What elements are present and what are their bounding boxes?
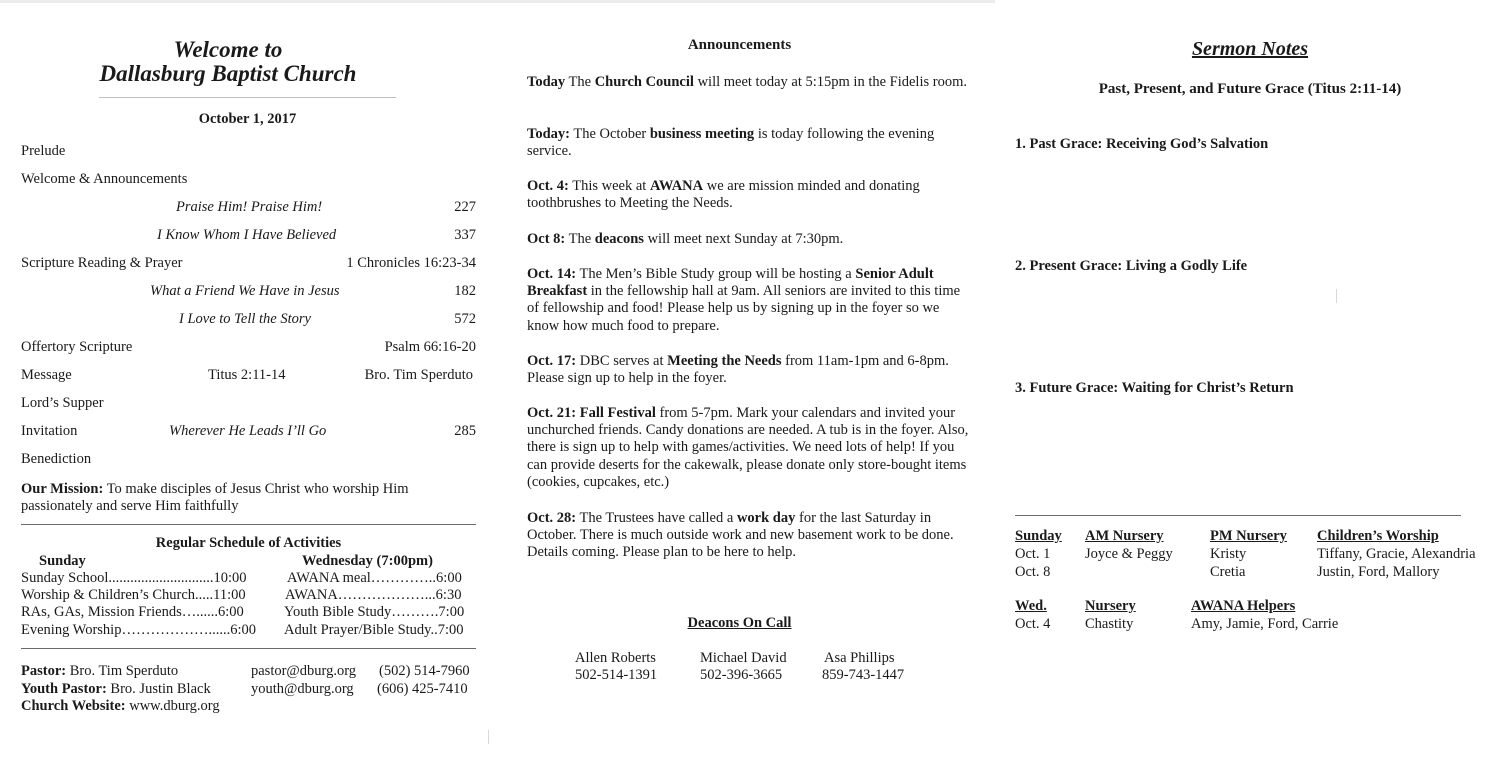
- announcement-council: [527, 74, 972, 91]
- deacon-phone: 502-514-1391: [575, 667, 658, 683]
- pm-nursery-workers: Cretia: [1210, 564, 1246, 580]
- announcement-highlight: AWANA: [649, 178, 704, 194]
- mission-statement: [21, 481, 466, 515]
- hymn-title: I Know Whom I Have Believed: [157, 227, 337, 243]
- deacons-on-call-title: Deacons On Call: [687, 615, 792, 631]
- wednesday-date: Oct. 4: [1015, 616, 1051, 632]
- top-edge-strip: [0, 0, 995, 3]
- announcement-awana: [527, 178, 957, 212]
- hymn-number: 572: [454, 311, 476, 327]
- nursery-header-am: AM Nursery: [1085, 528, 1164, 544]
- deacon-phone: 502-396-3665: [700, 667, 783, 683]
- welcome-line-1: Welcome to: [173, 37, 283, 62]
- text-cursor-icon: [1336, 289, 1337, 303]
- pastor-line: [21, 663, 178, 680]
- hymn-number: 337: [454, 227, 476, 243]
- wednesday-nursery-header: Nursery: [1085, 598, 1136, 614]
- announcement-text: The: [565, 74, 595, 90]
- deacon-phone: 859-743-1447: [822, 667, 905, 683]
- pastor-label: Pastor:: [21, 663, 67, 679]
- announcement-highlight: Senior Adult Breakfast: [527, 266, 934, 300]
- title-divider: [99, 97, 396, 98]
- website-line: [21, 698, 220, 715]
- nursery-header-sunday: Sunday: [1015, 528, 1062, 544]
- nursery-date: Oct. 1: [1015, 546, 1051, 562]
- announcement-date: Oct. 28:: [527, 510, 577, 526]
- deacon-name: Asa Phillips: [824, 650, 895, 666]
- schedule-top-divider: [21, 524, 476, 525]
- website-url: www.dburg.org: [129, 698, 220, 714]
- announcement-text: from 5-7pm. Mark your calendars and invited your unchurched friends. Candy donations are needed. A tub is in the foyer. Also, there is sign up to help with games/activities. We need lots of help! If you can provide deserts for the cakewalk, please donate only store-bought items (cookies, cupcakes, etc.): [527, 405, 969, 490]
- pastor-name: Bro. Tim Sperduto: [69, 663, 179, 679]
- schedule-sunday-header: Sunday: [39, 553, 86, 569]
- am-nursery-workers: Joyce & Peggy: [1085, 546, 1173, 562]
- announcement-text: will meet today at 5:15pm in the Fidelis room.: [693, 74, 967, 90]
- youth-pastor-line: [21, 681, 211, 698]
- schedule-sunday-item: Worship & Children’s Church.....11:00: [21, 587, 246, 603]
- announcement-text: we are mission minded and donating toothbrushes to Meeting the Needs.: [527, 178, 920, 212]
- mission-text: To make disciples of Jesus Christ who worship Him passionately and serve Him faithfully: [21, 481, 409, 515]
- deacon-name: Michael David: [700, 650, 787, 666]
- announcement-text: The October: [569, 126, 650, 142]
- announcement-highlight: business meeting: [649, 126, 755, 142]
- order-item-offertory: Offertory Scripture: [21, 339, 133, 355]
- schedule-sunday-item: Sunday School.............................10:00: [21, 570, 247, 586]
- announcement-date: Oct. 14:: [527, 266, 577, 282]
- sermon-point: 1. Past Grace: Receiving God’s Salvation: [1015, 136, 1269, 152]
- youth-pastor-name: Bro. Justin Black: [110, 681, 211, 697]
- announcement-highlight: Meeting the Needs: [667, 353, 782, 369]
- youth-pastor-phone: (606) 425-7410: [377, 681, 468, 697]
- hymn-title: Wherever He Leads I’ll Go: [169, 423, 327, 439]
- hymn-number: 182: [454, 283, 476, 299]
- order-item-scripture-reading: Scripture Reading & Prayer: [21, 255, 183, 271]
- hymn-title: I Love to Tell the Story: [179, 311, 311, 327]
- deacon-name: Allen Roberts: [575, 650, 656, 666]
- text-cursor-icon: [488, 730, 489, 744]
- website-label: Church Website:: [21, 698, 126, 714]
- childrens-worship-workers: Tiffany, Gracie, Alexandria: [1317, 546, 1476, 562]
- youth-pastor-email: youth@dburg.org: [251, 681, 354, 697]
- hymn-number: 227: [454, 199, 476, 215]
- announcement-highlight: deacons: [594, 231, 644, 247]
- schedule-title: Regular Schedule of Activities: [155, 535, 342, 551]
- sermon-point: 2. Present Grace: Living a Godly Life: [1015, 258, 1248, 274]
- announcement-highlight: work day: [736, 510, 796, 526]
- announcement-text: is today following the evening service.: [527, 126, 935, 160]
- schedule-bottom-divider: [21, 648, 476, 649]
- announcement-text: The: [565, 231, 595, 247]
- schedule-sunday-item: RAs, GAs, Mission Friends…......6:00: [21, 604, 244, 620]
- announcement-text: The Men’s Bible Study group will be hosting a: [576, 266, 856, 282]
- announcement-text: from 11am-1pm and 6-8pm. Please sign up to help in the foyer.: [527, 353, 949, 387]
- schedule-wednesday-item: Adult Prayer/Bible Study..7:00: [284, 622, 464, 638]
- order-item-invitation: Invitation: [21, 423, 78, 439]
- announcement-fall-festival: [527, 405, 977, 491]
- sermon-subtitle: Past, Present, and Future Grace (Titus 2:11-14): [1098, 81, 1402, 97]
- childrens-worship-workers: Justin, Ford, Mallory: [1317, 564, 1440, 580]
- announcement-highlight: Fall Festival: [576, 405, 656, 421]
- announcement-text: in the fellowship hall at 9am. All seniors are invited to this time of fellowship and food! Please help us by signing up in the foyer so we know how much food to prepare.: [527, 283, 961, 334]
- announcement-date: Today:: [527, 126, 570, 142]
- announcement-text: The Trustees have called a: [576, 510, 737, 526]
- awana-helpers-header: AWANA Helpers: [1191, 598, 1296, 614]
- order-item-benediction: Benediction: [21, 451, 92, 467]
- schedule-wednesday-item: AWANA………………...6:30: [285, 587, 462, 603]
- order-item-message: Message: [21, 367, 72, 383]
- sermon-point: 3. Future Grace: Waiting for Christ’s Return: [1015, 380, 1294, 396]
- announcement-date: Oct. 17:: [527, 353, 577, 369]
- scripture-reference: 1 Chronicles 16:23-34: [346, 255, 476, 271]
- announcement-date: Oct. 4:: [527, 178, 569, 194]
- nursery-date: Oct. 8: [1015, 564, 1051, 580]
- announcements-title: Announcements: [687, 37, 792, 53]
- hymn-number: 285: [454, 423, 476, 439]
- order-item-lords-supper: Lord’s Supper: [21, 395, 104, 411]
- church-name: Dallasburg Baptist Church: [99, 61, 357, 86]
- announcement-text: for the last Saturday in October. There is much outside work and new basement work to be done. Details coming. Please plan to be here to help.: [527, 510, 954, 561]
- order-item-prelude: Prelude: [21, 143, 66, 159]
- schedule-wednesday-header: Wednesday (7:00pm): [302, 553, 433, 569]
- scripture-reference: Psalm 66:16-20: [384, 339, 476, 355]
- hymn-title: Praise Him! Praise Him!: [176, 199, 323, 215]
- announcement-senior-breakfast: [527, 266, 972, 335]
- service-date: October 1, 2017: [198, 111, 297, 127]
- youth-pastor-label: Youth Pastor:: [21, 681, 107, 697]
- schedule-sunday-item: Evening Worship………………......6:00: [21, 622, 256, 638]
- announcement-meeting-the-needs: [527, 353, 972, 387]
- nursery-header-childrens-worship: Children’s Worship: [1317, 528, 1439, 544]
- wednesday-header: Wed.: [1015, 598, 1047, 614]
- schedule-wednesday-item: AWANA meal…………..6:00: [287, 570, 462, 586]
- pastor-phone: (502) 514-7960: [379, 663, 470, 679]
- order-item-welcome: Welcome & Announcements: [21, 171, 188, 187]
- announcement-date: Oct. 21:: [527, 405, 577, 421]
- announcement-text: DBC serves at: [576, 353, 668, 369]
- announcement-work-day: [527, 510, 977, 562]
- message-scripture: Titus 2:11-14: [208, 367, 286, 383]
- wednesday-nursery-worker: Chastity: [1085, 616, 1134, 632]
- announcement-deacons: [527, 231, 972, 248]
- sermon-notes-title: Sermon Notes: [1191, 38, 1309, 60]
- announcement-date: Today: [527, 74, 566, 90]
- pastor-email: pastor@dburg.org: [251, 663, 357, 679]
- announcement-text: This week at: [568, 178, 650, 194]
- announcement-highlight: Church Council: [594, 74, 694, 90]
- nursery-header-pm: PM Nursery: [1210, 528, 1287, 544]
- schedule-wednesday-item: Youth Bible Study……….7:00: [284, 604, 465, 620]
- message-speaker: Bro. Tim Sperduto: [364, 367, 473, 383]
- nursery-divider: [1015, 515, 1461, 516]
- announcement-business-meeting: [527, 126, 972, 160]
- announcement-date: Oct 8:: [527, 231, 566, 247]
- awana-helpers: Amy, Jamie, Ford, Carrie: [1191, 616, 1339, 632]
- hymn-title: What a Friend We Have in Jesus: [150, 283, 340, 299]
- announcement-text: will meet next Sunday at 7:30pm.: [643, 231, 844, 247]
- pm-nursery-workers: Kristy: [1210, 546, 1247, 562]
- mission-label: Our Mission:: [21, 481, 104, 497]
